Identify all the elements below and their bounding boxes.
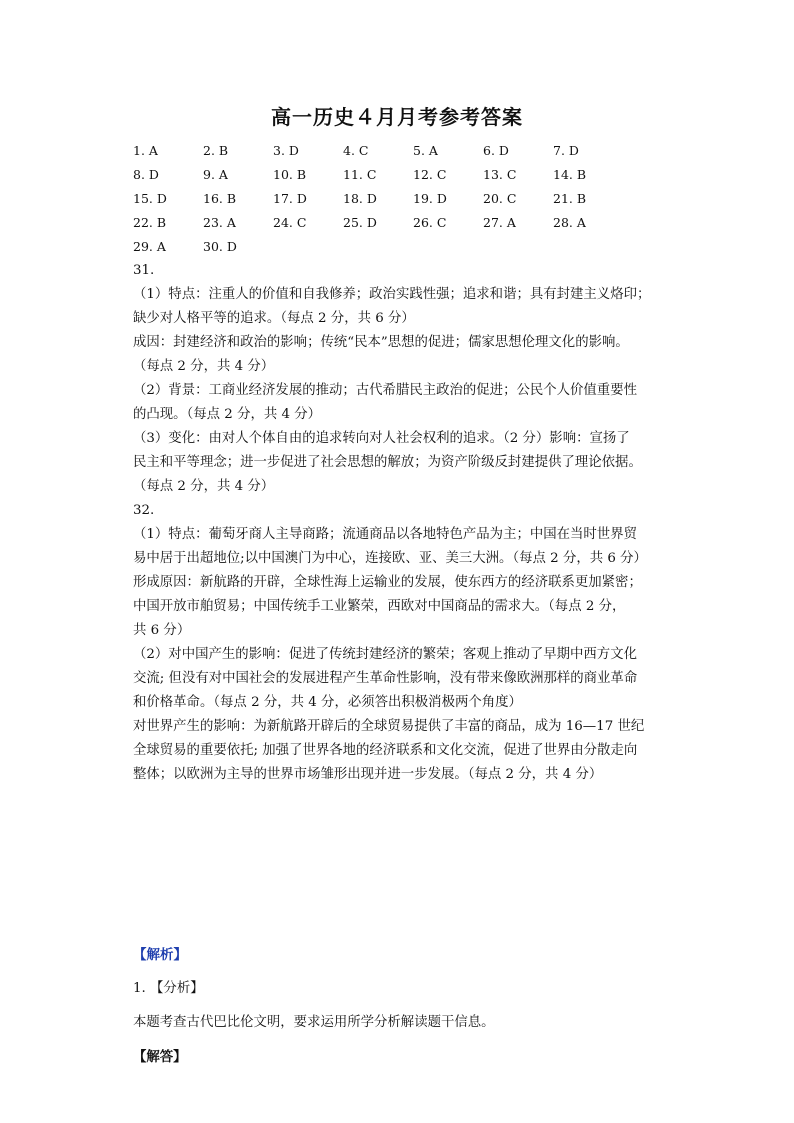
answer-row [133, 211, 623, 235]
text-line: 全球贸易的重要依托; 加强了世界各地的经济联系和文化交流，促进了世界由分散走向 [133, 743, 638, 758]
text-line: 整体；以欧洲为主导的世界市场雏形出现并进一步发展。（每点 2 分，共 4 分） [133, 767, 603, 782]
answer-item: 10. B [273, 167, 307, 182]
text-line: 缺少对人格平等的追求。（每点 2 分，共 6 分） [133, 311, 415, 326]
text-line: 易中居于出超地位;以中国澳门为中心，连接欧、亚、美三大洲。（每点 2 分，共 6 分） [133, 551, 647, 566]
text-line: （2）背景：工商业经济发展的推动；古代希腊民主政治的促进；公民个人价值重要性 [133, 383, 637, 398]
answer-label: 【解答】 [133, 1049, 187, 1065]
text-line: 中国开放市舶贸易；中国传统手工业繁荣，西欧对中国商品的需求大。（每点 2 分， [133, 599, 626, 614]
answer-item: 13. C [483, 167, 517, 182]
answer-item: 16. B [203, 191, 237, 206]
answer-item: 2. B [203, 143, 229, 158]
analysis-item-text: 本题考查古代巴比伦文明，要求运用所学分析解读题干信息。 [133, 1015, 495, 1030]
answer-row [133, 163, 623, 187]
answer-item: 1. A [133, 143, 158, 158]
answer-item: 3. D [273, 143, 299, 158]
answer-item: 26. C [413, 215, 447, 230]
answer-item: 17. D [273, 191, 307, 206]
text-line: 共 6 分） [133, 623, 191, 638]
text-line: 民主和平等理念；进一步促进了社会思想的解放；为资产阶级反封建提供了理论依据。 [133, 455, 642, 470]
answer-explanations [133, 259, 673, 787]
text-line: 交流; 但没有对中国社会的发展进程产生革命性影响，没有带来像欧洲那样的商业革命 [133, 671, 638, 686]
text-line: 和价格革命。（每点 2 分，共 4 分，必须答出积极消极两个角度） [133, 695, 522, 710]
text-line: （每点 2 分，共 4 分） [133, 359, 275, 374]
answer-item: 14. B [553, 167, 587, 182]
answer-item: 9. A [203, 167, 228, 182]
answer-item: 29. A [133, 239, 166, 254]
answer-item: 4. C [343, 143, 369, 158]
analysis-heading: 【解析】 [133, 947, 187, 963]
question-number: 32. [133, 503, 155, 518]
answer-item: 20. C [483, 191, 517, 206]
answer-item: 8. D [133, 167, 159, 182]
answer-item: 12. C [413, 167, 447, 182]
text-line: （每点 2 分，共 4 分） [133, 479, 275, 494]
answer-item: 27. A [483, 215, 516, 230]
text-line: （3）变化：由对人个体自由的追求转向对人社会权利的追求。（2 分）影响：宣扬了 [133, 431, 630, 446]
text-line: 成因：封建经济和政治的影响；传统“民本”思想的促进；儒家思想伦理文化的影响。 [133, 335, 629, 350]
answer-item: 30. D [203, 239, 237, 254]
answer-item: 6. D [483, 143, 509, 158]
answer-item: 23. A [203, 215, 236, 230]
answer-item: 24. C [273, 215, 307, 230]
analysis-item-label: 1. 【分析】 [133, 981, 204, 996]
answer-item: 18. D [343, 191, 377, 206]
text-line: （1）特点：注重人的价值和自我修养；政治实践性强；追求和谐；具有封建主义烙印； [133, 287, 651, 302]
answer-item: 15. D [133, 191, 167, 206]
text-line: （2）对中国产生的影响：促进了传统封建经济的繁荣；客观上推动了早期中西方文化 [133, 647, 637, 662]
answer-item: 21. B [553, 191, 587, 206]
text-line: 的凸现。（每点 2 分，共 4 分） [133, 407, 322, 422]
text-line: 对世界产生的影响：为新航路开辟后的全球贸易提供了丰富的商品，成为 16—17 世纪 [133, 719, 645, 734]
analysis-section [133, 945, 673, 1067]
answer-item: 19. D [413, 191, 447, 206]
answer-item: 25. D [343, 215, 377, 230]
answer-item: 5. A [413, 143, 438, 158]
page-title: 高一历史４月月考参考答案 [271, 105, 523, 129]
answer-item: 11. C [343, 167, 377, 182]
text-line: 形成原因：新航路的开辟，全球性海上运输业的发展，使东西方的经济联系更加紧密； [133, 575, 642, 590]
question-number: 31. [133, 263, 155, 278]
answer-item: 7. D [553, 143, 579, 158]
text-line: （1）特点：葡萄牙商人主导商路；流通商品以各地特色产品为主；中国在当时世界贸 [133, 527, 637, 542]
answer-row [133, 187, 623, 211]
answer-row [133, 139, 623, 163]
answer-item: 28. A [553, 215, 586, 230]
answer-row [133, 235, 623, 259]
answer-grid [133, 139, 623, 259]
answer-item: 22. B [133, 215, 167, 230]
